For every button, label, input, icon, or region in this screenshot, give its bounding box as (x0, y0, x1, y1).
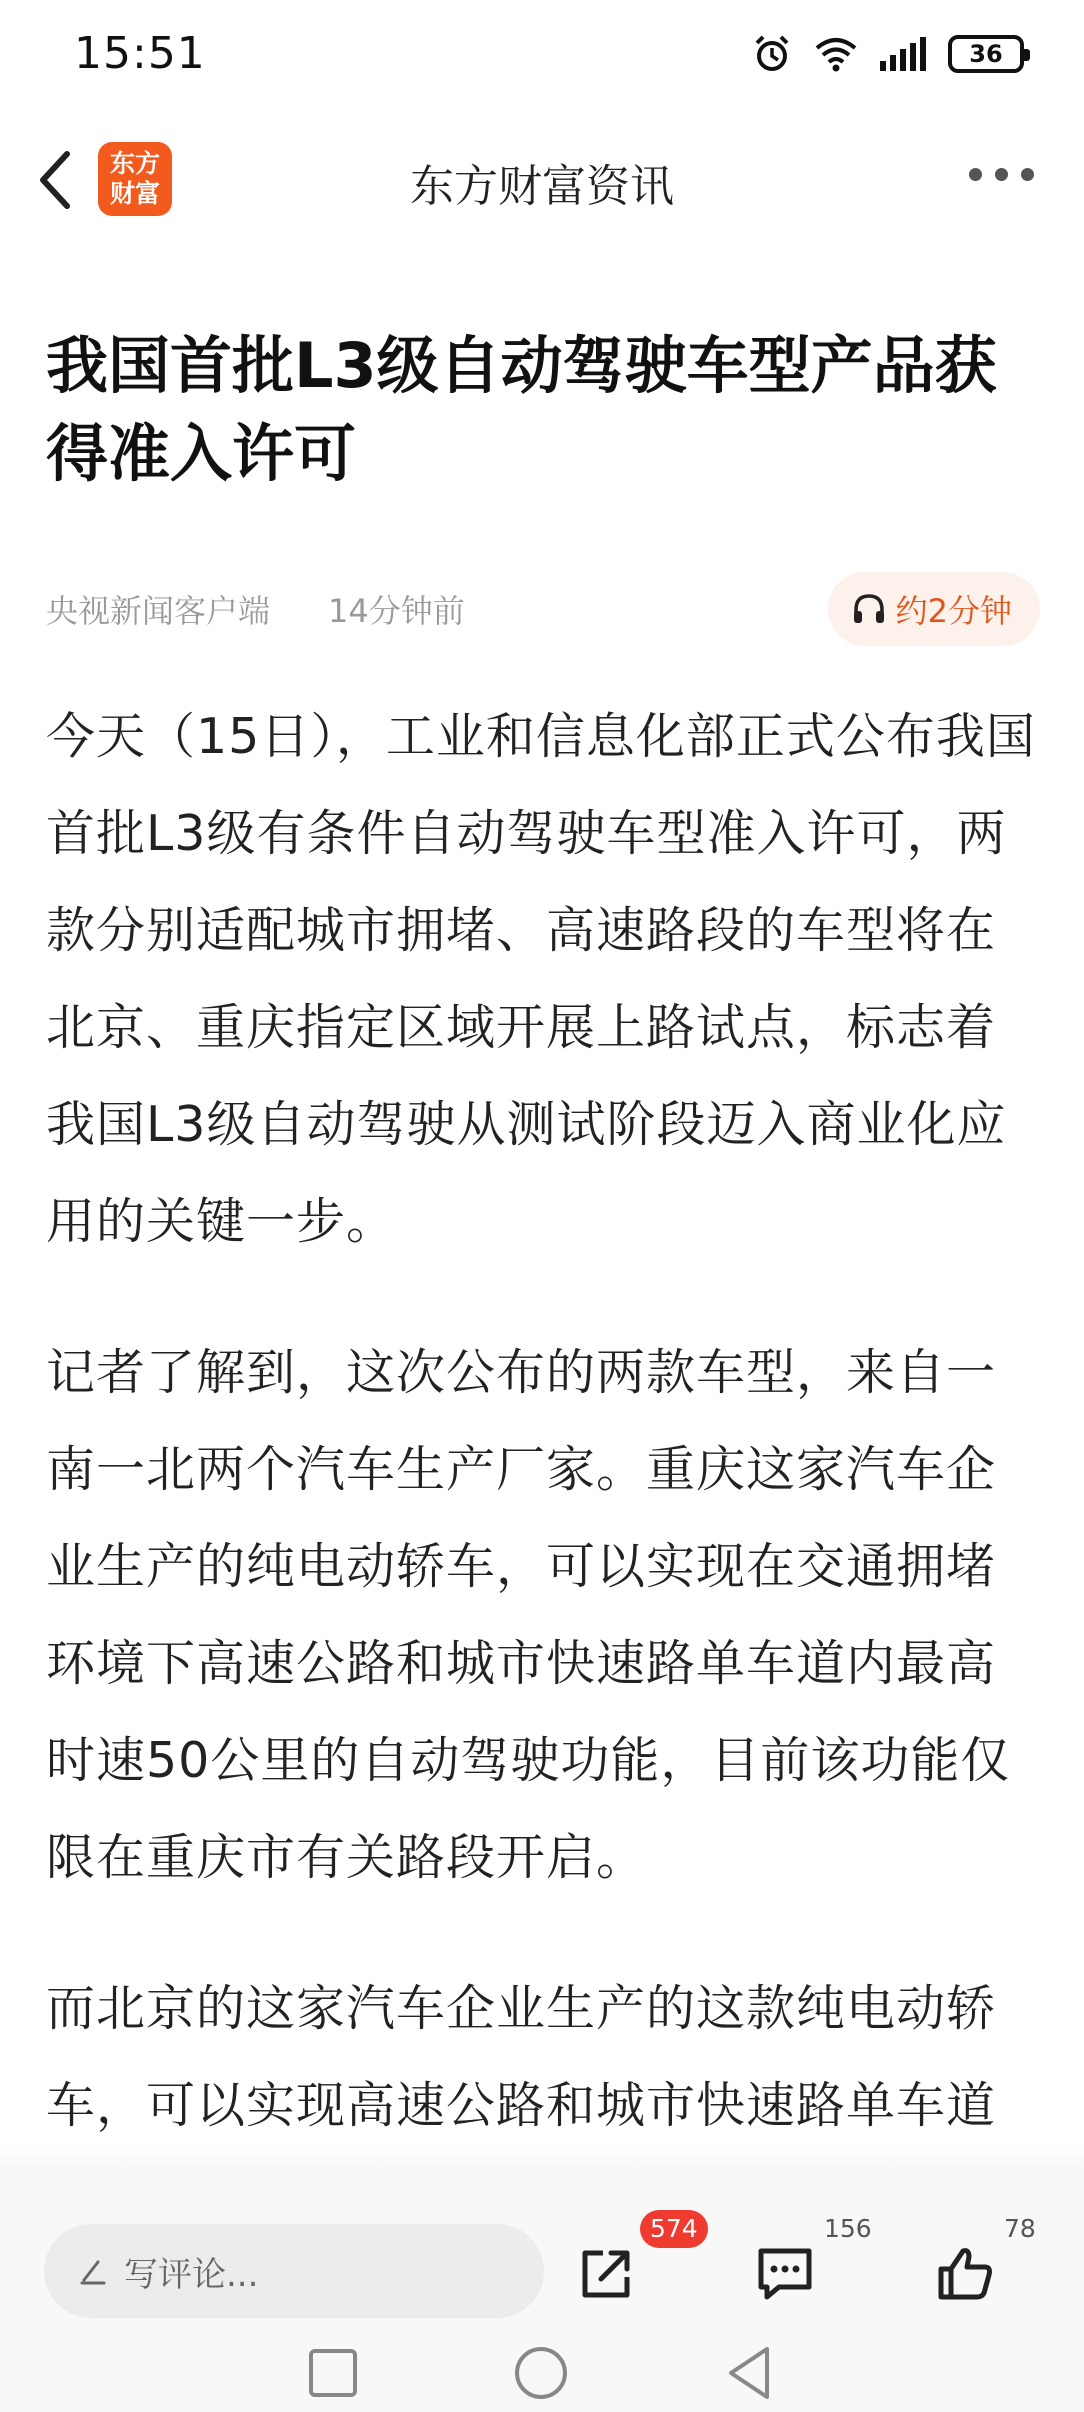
status-time: 15:51 (74, 28, 206, 79)
article-time: 14分钟前 (328, 592, 465, 630)
more-dot (995, 168, 1008, 181)
comment-input[interactable] (44, 2224, 544, 2318)
share-count-badge: 574 (640, 2210, 708, 2248)
signal-icon (880, 37, 926, 71)
wifi-icon (814, 36, 858, 72)
home-button[interactable] (506, 2338, 576, 2408)
article-body (46, 688, 1040, 2168)
pen-icon (78, 2256, 108, 2286)
alarm-icon (752, 34, 792, 74)
like-count: 78 (1004, 2214, 1036, 2243)
battery-icon: 36 (948, 35, 1024, 73)
comment-placeholder: 写评论... (124, 2254, 259, 2295)
logo-text-line1: 东方 (109, 149, 160, 178)
status-icons (752, 34, 1024, 74)
article-paragraph: 而北京的这家汽车企业生产的这款纯电动轿车，可以实现高速公路和城市快速路单车道 (46, 1980, 997, 2134)
system-back-button[interactable] (714, 2338, 784, 2408)
share-button[interactable] (556, 2224, 656, 2324)
headphones-icon (852, 593, 886, 625)
more-options-button[interactable] (969, 168, 1034, 181)
recent-apps-button[interactable] (298, 2338, 368, 2408)
comment-icon (755, 2245, 815, 2303)
listen-duration: 约2分钟 (895, 592, 1012, 630)
more-dot (1021, 168, 1034, 181)
status-bar (0, 0, 1084, 110)
like-button[interactable] (915, 2224, 1015, 2324)
app-header (0, 130, 1084, 230)
comment-count: 156 (824, 2214, 872, 2243)
system-nav-bar (0, 2338, 1084, 2412)
thumbs-up-icon (935, 2245, 995, 2303)
more-dot (969, 168, 982, 181)
triangle-back-icon (723, 2345, 775, 2401)
listen-button[interactable] (828, 572, 1040, 646)
bottom-action-bar (0, 2168, 1084, 2412)
header-title: 东方财富资讯 (410, 161, 674, 212)
share-icon (577, 2245, 635, 2303)
logo-text-line2: 财富 (109, 179, 160, 208)
content-fade (0, 2140, 1084, 2168)
article-paragraph: 记者了解到，这次公布的两款车型，来自一南一北两个汽车生产厂家。重庆这家汽车企业生产的纯电动轿车，可以实现在交通拥堵环境下高速公路和城市快速路单车道内最高时速50公里的自动驾驶功能，目前该功能仅限在重庆市有关路段开启。 (46, 1344, 1011, 1886)
comments-button[interactable] (735, 2224, 835, 2324)
article-meta (46, 572, 1040, 646)
article-title: 我国首批L3级自动驾驶车型产品获得准入许可 (46, 329, 997, 490)
square-icon (307, 2347, 359, 2399)
article-paragraph: 今天（15日），工业和信息化部正式公布我国首批L3级有条件自动驾驶车型准入许可，两款分别适配城市拥堵、高速路段的车型将在北京、重庆指定区域开展上路试点，标志着我国L3级自动驾驶从测试阶段迈入商业化应用的关键一步。 (46, 708, 1036, 1250)
circle-icon (513, 2345, 569, 2401)
article-source: 央视新闻客户端 (46, 592, 271, 630)
